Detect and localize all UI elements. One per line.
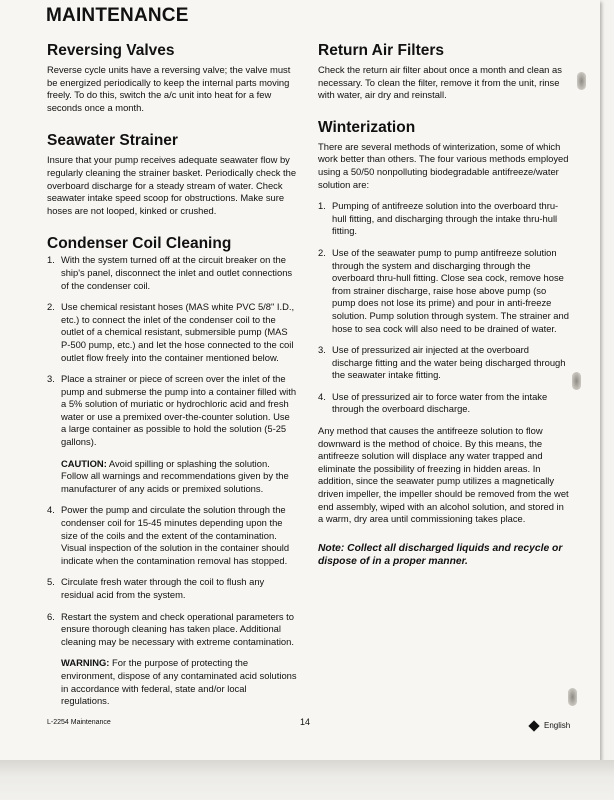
warning-label: WARNING:: [61, 657, 110, 669]
winterization-methods: [318, 200, 570, 416]
step-number: 1.: [47, 254, 55, 266]
reversing-valves-section: [47, 42, 297, 114]
list-item: [318, 247, 570, 335]
list-item: [47, 301, 297, 364]
page-title: MAINTENANCE: [46, 5, 189, 26]
return-air-body: Check the return air filter about once a month and clean as necessary. To clean the filter, remove it from the unit, rinse with water, air dry and reinstall.: [318, 64, 562, 101]
list-item: [318, 344, 570, 382]
winterization-heading: Winterization: [318, 118, 416, 136]
condenser-heading: Condenser Coil Cleaning: [47, 235, 232, 253]
list-item: [47, 611, 297, 649]
return-air-section: [318, 42, 570, 102]
page-edge-shadow: [0, 760, 614, 800]
list-item: [47, 576, 297, 601]
disposal-note: Note: Collect all discharged liquids and recycle or dispose of in a proper manner.: [318, 542, 563, 568]
caution-text: Avoid spilling or splashing the solution. Follow all warnings and recommendations given by the manufacturer of any acids or premixed solutions.: [61, 457, 289, 494]
binder-hole-icon: [572, 372, 581, 390]
seawater-strainer-heading: Seawater Strainer: [47, 132, 178, 150]
condenser-section: [47, 235, 297, 707]
method-number: 2.: [318, 246, 326, 258]
right-column: [318, 42, 570, 582]
list-item: [318, 200, 570, 238]
condenser-steps: [47, 254, 297, 448]
step-text: Circulate fresh water through the coil to flush any residual acid from the system.: [61, 576, 265, 600]
binder-hole-icon: [568, 688, 577, 706]
step-text: Power the pump and circulate the solution through the condenser coil for 15-45 minutes depending upon the size of the coils and the extent of the contamination. Visual inspection of the solution in the container should indicate when the contamination removal has stopped.: [61, 504, 290, 566]
method-number: 1.: [318, 200, 326, 212]
method-text: Use of the seawater pump to pump antifreeze solution through the system and discharging through the overboard thru-hull fitting. Close sea cock, remove hose from strainer discharge, raise hose above pump (so pump does not lose its prime) and pour in anti-freeze solution. Pump solution through system. The strainer and hose to sea cock will also need to be drained of water.: [332, 246, 569, 334]
return-air-heading: Return Air Filters: [318, 42, 445, 59]
warning-notice: [61, 657, 297, 707]
seawater-strainer-body: Insure that your pump receives adequate seawater flow by regularly cleaning the strainer basket. Periodically check the overboard discharge for a steady stream of water. Check seawater intake speed scoop for obstructions. Make sure hoses are not looped, kinked or crushed.: [47, 154, 297, 216]
step-number: 4.: [47, 504, 55, 516]
seawater-strainer-section: [47, 132, 297, 217]
step-text: Place a strainer or piece of screen over the inlet of the pump and submerse the pump into a container filled with a 5% solution of muriatic or hydrochloric acid and fresh water or use a premixed over-the-counter solution. Use a large container as possible to hold the solution (5-25 gallons).: [61, 373, 297, 448]
left-column: [47, 42, 297, 721]
document-id: L-2254 Maintenance: [47, 719, 111, 726]
winterization-section: [318, 119, 570, 569]
step-number: 6.: [47, 610, 55, 622]
caution-notice: [61, 458, 297, 496]
caution-label: CAUTION:: [61, 457, 107, 469]
reversing-valves-heading: Reversing Valves: [47, 42, 175, 59]
method-number: 3.: [318, 344, 326, 356]
winterization-closing: Any method that causes the antifreeze solution to flow downward is the method of choice. By this means, the antifreeze solution will displace any water trapped and eliminate the possibility of freezing in hidden areas. In addition, since the seawater pump utilizes a magnetically driven impeller, the impeller should be removed from the wet end assembly, wiped with an alcohol solution, and stored in a warm, dry area until commissioning takes place.: [318, 425, 569, 525]
reversing-valves-body: Reverse cycle units have a reversing valve; the valve must be energized periodically to keep the internal parts moving freely. To do this, switch the a/c unit into heat for a few seconds once a month.: [47, 64, 291, 113]
page-number: 14: [300, 717, 311, 727]
step-text: With the system turned off at the circuit breaker on the ship's panel, disconnect the inlet and outlet connections of the condenser coil.: [61, 254, 293, 291]
step-number: 3.: [47, 373, 55, 385]
step-number: 5.: [47, 576, 55, 588]
list-item: [47, 254, 297, 292]
condenser-steps-continued: [47, 504, 297, 648]
method-text: Use of pressurized air to force water from the intake through the overboard discharge.: [332, 390, 548, 415]
list-item: [47, 504, 297, 567]
diamond-icon: [528, 720, 539, 731]
language-marker: [530, 721, 570, 730]
binder-hole-icon: [577, 72, 586, 90]
step-number: 2.: [47, 301, 55, 313]
method-text: Use of pressurized air injected at the overboard discharge fitting and the water being discharged through the seawater intake fitting.: [332, 344, 566, 381]
winterization-intro: There are several methods of winterization, some of which work better than others. The four various methods employed using a 50/50 nonpolluting biodegradable antifreeze/water solution are:: [318, 140, 569, 190]
language-label: English: [544, 721, 571, 730]
method-number: 4.: [318, 390, 326, 402]
step-text: Restart the system and check operational parameters to ensure thorough cleaning has taken place. Additional cleaning may be necessary with extreme contamination.: [61, 610, 294, 647]
method-text: Pumping of antifreeze solution into the overboard thru-hull fitting, and discharging through the intake thru-hull fitting.: [332, 200, 559, 237]
list-item: [318, 391, 570, 416]
step-text: Use chemical resistant hoses (MAS white PVC 5/8" I.D., etc.) to connect the inlet of the condenser coil to the outlet of a chemical resistant, submersible pump (MAS P-500 pump, etc.) and let the hose connected to the coil outlet flow freely into the container mentioned below.: [61, 301, 295, 363]
warning-text: For the purpose of protecting the environment, dispose of any contaminated acid solutions in accordance with federal, state and/or local regulations.: [61, 657, 297, 707]
list-item: [47, 373, 297, 449]
